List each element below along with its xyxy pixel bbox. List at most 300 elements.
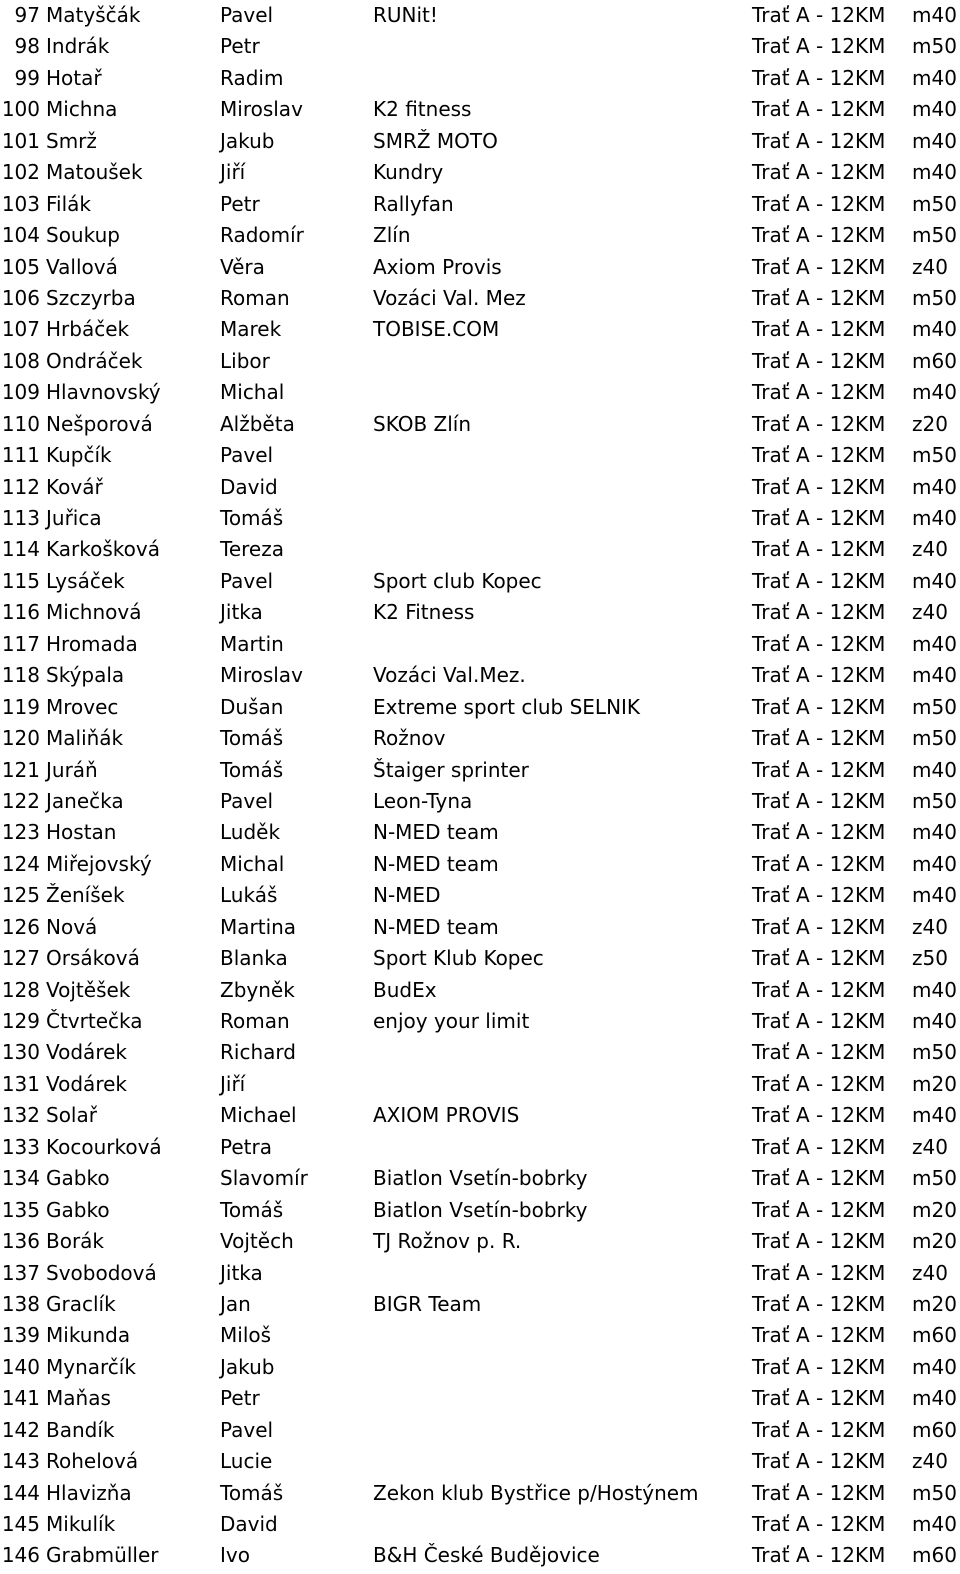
category: m40 (912, 97, 957, 122)
start-number: 145 (1, 1512, 40, 1536)
start-number: 140 (1, 1354, 40, 1379)
table-row (0, 409, 960, 440)
surname: Smrž (46, 128, 97, 153)
club: Sport club Kopec (373, 568, 542, 593)
club: K2 fitness (373, 97, 472, 122)
table-row (0, 31, 960, 62)
track: Trať A - 12KM (752, 600, 886, 625)
surname: Miřejovský (46, 851, 152, 876)
first-name: Tomáš (220, 757, 284, 782)
surname: Janečka (46, 788, 124, 813)
start-number: 138 (1, 1291, 40, 1316)
table-row (0, 1195, 960, 1226)
start-number: 113 (1, 506, 40, 530)
track: Trať A - 12KM (752, 694, 886, 719)
category: m40 (912, 474, 957, 499)
table-row (0, 912, 960, 943)
start-number: 132 (1, 1103, 40, 1128)
track: Trať A - 12KM (752, 1449, 886, 1474)
club: B&H České Budějovice (373, 1543, 600, 1568)
start-number: 128 (1, 977, 40, 1002)
first-name: Jiří (220, 1071, 246, 1096)
club: enjoy your limit (373, 1009, 530, 1033)
club: Vozáci Val.Mez. (373, 663, 526, 688)
club: BudEx (373, 977, 437, 1002)
table-row (0, 1258, 960, 1289)
table-row (0, 629, 960, 660)
category: m40 (912, 506, 957, 530)
track: Trať A - 12KM (752, 1512, 886, 1536)
surname: Skýpala (46, 663, 125, 688)
category: m50 (912, 726, 957, 751)
first-name: Radim (220, 65, 284, 90)
category: m40 (912, 663, 957, 688)
table-row (0, 157, 960, 188)
start-number: 129 (1, 1009, 40, 1033)
surname: Hromada (46, 631, 138, 656)
category: z40 (912, 914, 948, 939)
surname: Michna (46, 97, 118, 122)
first-name: Věra (220, 254, 265, 279)
first-name: Pavel (220, 788, 274, 813)
surname: Vojtěšek (46, 977, 131, 1002)
surname: Orsáková (46, 946, 140, 971)
start-number: 131 (1, 1071, 40, 1096)
category: z40 (912, 1260, 948, 1285)
surname: Ženíšek (46, 883, 125, 908)
category: m50 (912, 191, 957, 216)
track: Trať A - 12KM (752, 191, 886, 216)
track: Trať A - 12KM (752, 1354, 886, 1379)
table-row (0, 1226, 960, 1257)
start-number: 141 (1, 1386, 40, 1411)
track: Trať A - 12KM (752, 34, 886, 59)
track: Trať A - 12KM (752, 914, 886, 939)
start-number: 135 (1, 1197, 40, 1222)
table-row (0, 472, 960, 503)
category: m40 (912, 1354, 957, 1379)
first-name: Tereza (220, 537, 284, 562)
track: Trať A - 12KM (752, 1543, 886, 1568)
track: Trať A - 12KM (752, 128, 886, 153)
club: Leon-Tyna (373, 788, 473, 813)
table-row (0, 975, 960, 1006)
start-number: 144 (1, 1480, 40, 1505)
club: Rallyfan (373, 191, 454, 216)
category: m40 (912, 883, 957, 908)
surname: Hotař (46, 65, 102, 90)
table-row (0, 1006, 960, 1037)
track: Trať A - 12KM (752, 1291, 886, 1316)
table-row (0, 1540, 960, 1571)
club: K2 Fitness (373, 600, 475, 625)
surname: Maňas (46, 1386, 111, 1411)
start-number: 142 (1, 1417, 40, 1442)
start-number: 118 (1, 663, 40, 688)
club: SKOB Zlín (373, 411, 472, 436)
surname: Gabko (46, 1197, 110, 1222)
start-number: 112 (1, 474, 40, 499)
surname: Vodárek (46, 1071, 127, 1096)
surname: Karkošková (46, 537, 160, 562)
first-name: Slavomír (220, 1166, 308, 1191)
first-name: Martin (220, 631, 284, 656)
start-number: 114 (1, 537, 40, 562)
start-number: 109 (1, 380, 40, 405)
club: SMRŽ MOTO (373, 128, 498, 153)
club: Axiom Provis (373, 254, 502, 279)
table-row (0, 1478, 960, 1509)
first-name: Libor (220, 348, 270, 373)
track: Trať A - 12KM (752, 411, 886, 436)
surname: Juřica (46, 506, 102, 530)
track: Trať A - 12KM (752, 631, 886, 656)
track: Trať A - 12KM (752, 97, 886, 122)
surname: Hlavnovský (46, 380, 161, 405)
table-row (0, 189, 960, 220)
start-number: 106 (1, 285, 40, 310)
category: m40 (912, 160, 957, 185)
table-row (0, 126, 960, 157)
first-name: Alžběta (220, 411, 295, 436)
category: m60 (912, 1323, 957, 1348)
first-name: Michal (220, 380, 285, 405)
table-row (0, 660, 960, 691)
surname: Vallová (46, 254, 118, 279)
surname: Grabmüller (46, 1543, 159, 1568)
first-name: Tomáš (220, 726, 284, 751)
first-name: Pavel (220, 568, 274, 593)
first-name: Martina (220, 914, 297, 939)
start-number: 124 (1, 851, 40, 876)
table-row (0, 283, 960, 314)
start-number: 136 (1, 1229, 40, 1254)
category: m40 (912, 128, 957, 153)
club: Sport Klub Kopec (373, 946, 544, 971)
table-row (0, 0, 960, 31)
first-name: Jitka (220, 1260, 263, 1285)
club: TJ Rožnov p. R. (373, 1229, 522, 1254)
start-number: 116 (1, 600, 40, 625)
club: N-MED team (373, 820, 499, 845)
table-row (0, 314, 960, 345)
table-row (0, 63, 960, 94)
table-row (0, 1446, 960, 1477)
surname: Bandík (46, 1417, 115, 1442)
surname: Szczyrba (46, 285, 136, 310)
surname: Soukup (46, 223, 120, 248)
surname: Kocourková (46, 1134, 162, 1159)
track: Trať A - 12KM (752, 1386, 886, 1411)
track: Trať A - 12KM (752, 1040, 886, 1065)
track: Trať A - 12KM (752, 65, 886, 90)
first-name: Tomáš (220, 1480, 284, 1505)
category: m40 (912, 380, 957, 405)
first-name: Tomáš (220, 1197, 284, 1222)
track: Trať A - 12KM (752, 663, 886, 688)
category: m50 (912, 1040, 957, 1065)
category: m40 (912, 631, 957, 656)
category: m50 (912, 694, 957, 719)
table-row (0, 534, 960, 565)
table-row (0, 1509, 960, 1540)
table-row (0, 1132, 960, 1163)
start-number: 110 (1, 411, 40, 436)
category: m40 (912, 317, 957, 342)
track: Trať A - 12KM (752, 977, 886, 1002)
category: m50 (912, 443, 957, 468)
category: m40 (912, 1512, 957, 1536)
first-name: Michal (220, 851, 285, 876)
category: m20 (912, 1229, 957, 1254)
category: m40 (912, 977, 957, 1002)
first-name: Richard (220, 1040, 296, 1065)
table-row (0, 1069, 960, 1100)
table-row (0, 1289, 960, 1320)
first-name: Pavel (220, 3, 274, 27)
surname: Solař (46, 1103, 97, 1128)
category: z40 (912, 600, 948, 625)
first-name: Jitka (220, 600, 263, 625)
table-row (0, 252, 960, 283)
start-number: 115 (1, 568, 40, 593)
start-number: 146 (1, 1543, 40, 1568)
start-number: 102 (1, 160, 40, 185)
table-row (0, 943, 960, 974)
table-row (0, 94, 960, 125)
first-name: Marek (220, 317, 282, 342)
club: Zlín (373, 223, 411, 248)
club: Biatlon Vsetín-bobrky (373, 1197, 588, 1222)
club: AXIOM PROVIS (373, 1103, 520, 1128)
track: Trať A - 12KM (752, 1197, 886, 1222)
track: Trať A - 12KM (752, 946, 886, 971)
category: m50 (912, 788, 957, 813)
track: Trať A - 12KM (752, 1229, 886, 1254)
category: z20 (912, 411, 948, 436)
category: m50 (912, 34, 957, 59)
track: Trať A - 12KM (752, 380, 886, 405)
first-name: Petra (220, 1134, 272, 1159)
surname: Matoušek (46, 160, 143, 185)
start-number: 125 (1, 883, 40, 908)
first-name: Petr (220, 34, 260, 59)
category: m20 (912, 1197, 957, 1222)
category: m40 (912, 757, 957, 782)
category: z40 (912, 1134, 948, 1159)
start-number: 97 (14, 3, 40, 27)
track: Trať A - 12KM (752, 757, 886, 782)
first-name: Vojtěch (220, 1229, 294, 1254)
track: Trať A - 12KM (752, 1134, 886, 1159)
club: Zekon klub Bystřice p/Hostýnem (373, 1480, 699, 1505)
category: m40 (912, 1386, 957, 1411)
start-number: 127 (1, 946, 40, 971)
first-name: Miroslav (220, 97, 303, 122)
start-number: 108 (1, 348, 40, 373)
first-name: Miroslav (220, 663, 303, 688)
category: m40 (912, 65, 957, 90)
surname: Rohelová (46, 1449, 139, 1474)
track: Trať A - 12KM (752, 568, 886, 593)
first-name: Petr (220, 191, 260, 216)
table-row (0, 597, 960, 628)
club: RUNit! (373, 3, 438, 27)
track: Trať A - 12KM (752, 1323, 886, 1348)
surname: Mikunda (46, 1323, 131, 1348)
track: Trať A - 12KM (752, 851, 886, 876)
start-number: 99 (14, 65, 40, 90)
start-number: 126 (1, 914, 40, 939)
track: Trať A - 12KM (752, 1417, 886, 1442)
surname: Nešporová (46, 411, 153, 436)
start-number: 117 (1, 631, 40, 656)
category: m50 (912, 223, 957, 248)
track: Trať A - 12KM (752, 1260, 886, 1285)
club: Extreme sport club SELNIK (373, 694, 641, 719)
track: Trať A - 12KM (752, 160, 886, 185)
surname: Borák (46, 1229, 105, 1254)
table-row (0, 1163, 960, 1194)
start-number: 120 (1, 726, 40, 751)
surname: Vodárek (46, 1040, 127, 1065)
surname: Hostan (46, 820, 117, 845)
table-row (0, 1100, 960, 1131)
surname: Matyščák (46, 3, 141, 27)
first-name: Lukáš (220, 883, 278, 908)
table-row (0, 723, 960, 754)
table-row (0, 1383, 960, 1414)
first-name: Blanka (220, 946, 288, 971)
surname: Mynarčík (46, 1354, 136, 1379)
surname: Filák (46, 191, 91, 216)
surname: Mikulík (46, 1512, 116, 1536)
start-number: 111 (1, 443, 40, 468)
category: z40 (912, 537, 948, 562)
first-name: Jakub (220, 128, 275, 153)
club: Vozáci Val. Mez (373, 285, 526, 310)
surname: Hrbáček (46, 317, 130, 342)
first-name: Miloš (220, 1323, 272, 1348)
track: Trať A - 12KM (752, 788, 886, 813)
track: Trať A - 12KM (752, 1009, 886, 1033)
first-name: Pavel (220, 443, 274, 468)
surname: Gabko (46, 1166, 110, 1191)
first-name: Zbyněk (220, 977, 295, 1002)
start-number: 139 (1, 1323, 40, 1348)
start-number: 107 (1, 317, 40, 342)
table-row (0, 220, 960, 251)
surname: Čtvrtečka (46, 1009, 143, 1033)
category: z50 (912, 946, 948, 971)
track: Trať A - 12KM (752, 474, 886, 499)
start-number: 143 (1, 1449, 40, 1474)
club: TOBISE.COM (373, 317, 500, 342)
category: m40 (912, 1009, 957, 1033)
first-name: Ivo (220, 1543, 250, 1568)
start-number: 137 (1, 1260, 40, 1285)
first-name: Jan (220, 1291, 251, 1316)
table-row (0, 1037, 960, 1068)
table-row (0, 692, 960, 723)
table-row (0, 440, 960, 471)
club: BIGR Team (373, 1291, 482, 1316)
surname: Ondráček (46, 348, 143, 373)
start-number: 119 (1, 694, 40, 719)
first-name: David (220, 474, 278, 499)
first-name: Radomír (220, 223, 304, 248)
club: Štaiger sprinter (373, 757, 529, 782)
first-name: Petr (220, 1386, 260, 1411)
category: m60 (912, 1543, 957, 1568)
track: Trať A - 12KM (752, 726, 886, 751)
first-name: Luděk (220, 820, 281, 845)
surname: Lysáček (46, 568, 125, 593)
track: Trať A - 12KM (752, 285, 886, 310)
start-number: 98 (14, 34, 40, 59)
first-name: Pavel (220, 1417, 274, 1442)
track: Trať A - 12KM (752, 348, 886, 373)
table-row (0, 1415, 960, 1446)
start-number: 123 (1, 820, 40, 845)
start-number: 122 (1, 788, 40, 813)
table-row (0, 377, 960, 408)
first-name: Jiří (220, 160, 246, 185)
club: N-MED team (373, 914, 499, 939)
table-row (0, 1352, 960, 1383)
surname: Kovář (46, 474, 103, 499)
track: Trať A - 12KM (752, 3, 886, 27)
track: Trať A - 12KM (752, 1103, 886, 1128)
start-number: 100 (1, 97, 40, 122)
first-name: Lucie (220, 1449, 273, 1474)
club: N-MED team (373, 851, 499, 876)
club: Kundry (373, 160, 444, 185)
start-number: 134 (1, 1166, 40, 1191)
surname: Indrák (46, 34, 110, 59)
category: m40 (912, 3, 957, 27)
start-number: 130 (1, 1040, 40, 1065)
first-name: Roman (220, 1009, 290, 1033)
category: z40 (912, 1449, 948, 1474)
surname: Juráň (46, 757, 98, 782)
track: Trať A - 12KM (752, 1480, 886, 1505)
category: m60 (912, 348, 957, 373)
track: Trať A - 12KM (752, 820, 886, 845)
table-row (0, 849, 960, 880)
surname: Mrovec (46, 694, 119, 719)
table-row (0, 346, 960, 377)
start-number: 133 (1, 1134, 40, 1159)
start-number: 104 (1, 223, 40, 248)
start-number: 121 (1, 757, 40, 782)
first-name: Jakub (220, 1354, 275, 1379)
track: Trať A - 12KM (752, 317, 886, 342)
table-row (0, 786, 960, 817)
track: Trať A - 12KM (752, 1071, 886, 1096)
track: Trať A - 12KM (752, 1166, 886, 1191)
first-name: Dušan (220, 694, 284, 719)
category: m50 (912, 1480, 957, 1505)
surname: Graclík (46, 1291, 116, 1316)
first-name: Roman (220, 285, 290, 310)
first-name: Tomáš (220, 506, 284, 530)
start-number: 103 (1, 191, 40, 216)
category: z40 (912, 254, 948, 279)
surname: Nová (46, 914, 98, 939)
surname: Michnová (46, 600, 142, 625)
club: N-MED (373, 883, 441, 908)
